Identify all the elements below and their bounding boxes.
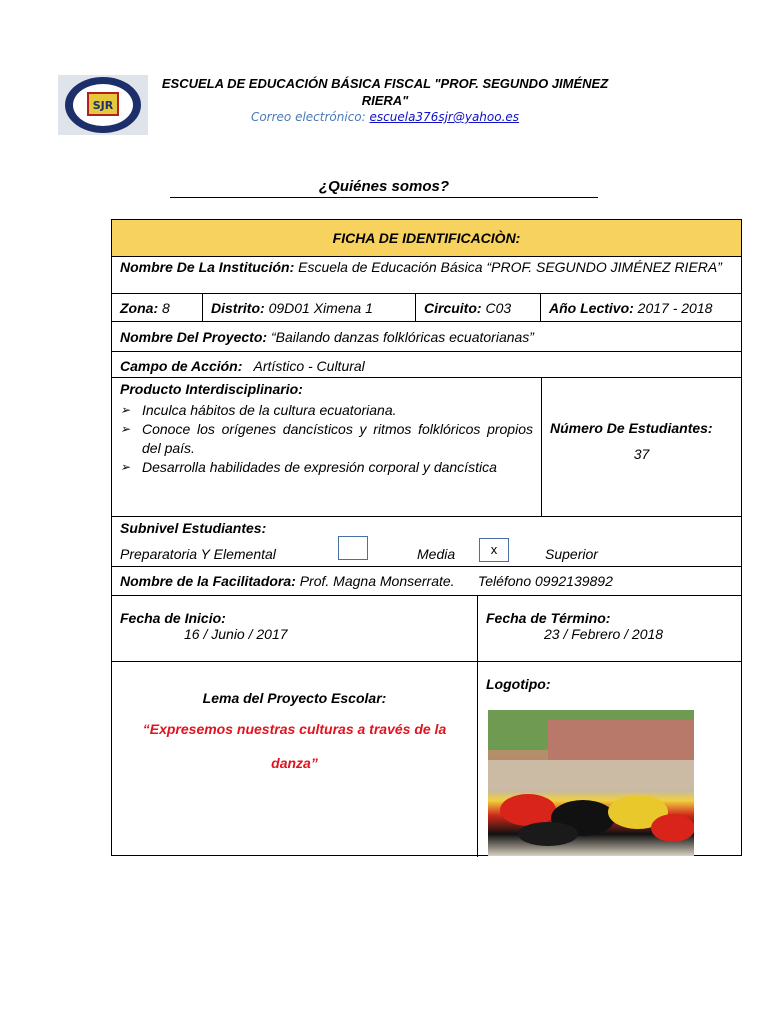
circuito-label: Circuito: bbox=[424, 300, 482, 316]
institucion-label: Nombre De La Institución: bbox=[120, 259, 295, 275]
row-zona bbox=[112, 294, 741, 322]
list-item: ➢ Desarrolla habilidades de expresión corporal y dancística bbox=[120, 459, 497, 475]
list-item: ➢ Inculca hábitos de la cultura ecuatoriana. bbox=[120, 402, 397, 418]
estudiantes-value: 37 bbox=[633, 446, 650, 462]
inicio-label: Fecha de Inicio: bbox=[120, 610, 226, 626]
media-checkbox[interactable]: x bbox=[479, 538, 509, 562]
facilitadora-value: Prof. Magna Monserrate. bbox=[299, 573, 455, 589]
anio-value: 2017 - 2018 bbox=[637, 300, 713, 316]
row-campo bbox=[112, 352, 741, 378]
producto-label: Producto Interdisciplinario: bbox=[120, 381, 303, 397]
termino-value: 23 / Febrero / 2018 bbox=[544, 626, 664, 642]
list-item: ➢ Conoce los orígenes dancísticos y ritmos folklóricos propios del país. bbox=[120, 421, 533, 456]
subnivel-option-media: Media bbox=[417, 546, 456, 562]
anio-label: Año Lectivo: bbox=[549, 300, 634, 316]
subnivel-option-superior: Superior bbox=[545, 546, 598, 562]
proyecto-value: “Bailando danzas folklóricas ecuatorianas” bbox=[270, 329, 534, 345]
arrow-bullet-icon: ➢ bbox=[120, 460, 131, 474]
estudiantes-label: Número De Estudiantes: bbox=[550, 420, 713, 436]
subnivel-label: Subnivel Estudiantes: bbox=[120, 520, 267, 536]
inicio-value: 16 / Junio / 2017 bbox=[184, 626, 288, 642]
preparatoria-checkbox[interactable] bbox=[338, 536, 368, 560]
campo-label: Campo de Acción: bbox=[120, 358, 243, 374]
row-subnivel bbox=[112, 517, 741, 567]
email-line bbox=[160, 110, 610, 124]
svg-text:SJR: SJR bbox=[92, 99, 114, 112]
arrow-bullet-icon: ➢ bbox=[120, 422, 131, 436]
subnivel-option-preparatoria: Preparatoria Y Elemental bbox=[120, 546, 276, 562]
telefono: Teléfono 0992139892 bbox=[477, 573, 613, 589]
institucion-value: Escuela de Educación Básica “PROF. SEGUNDO JIMÉNEZ RIERA” bbox=[298, 259, 722, 275]
dance-photo bbox=[488, 710, 694, 856]
email-link[interactable]: escuela376sjr@yahoo.es bbox=[369, 110, 520, 124]
zona-label: Zona: bbox=[120, 300, 159, 316]
identification-table bbox=[111, 219, 742, 856]
row-facilitadora bbox=[112, 567, 741, 596]
row-institucion bbox=[112, 257, 741, 294]
circuito-value: C03 bbox=[485, 300, 512, 316]
school-logo bbox=[58, 75, 148, 135]
arrow-bullet-icon: ➢ bbox=[120, 403, 131, 417]
row-proyecto bbox=[112, 322, 741, 352]
zona-value: 8 bbox=[162, 300, 170, 316]
lema-value: “Expresemos nuestras culturas a través de la danza” bbox=[142, 721, 447, 771]
campo-value: Artístico - Cultural bbox=[253, 358, 365, 374]
distrito-label: Distrito: bbox=[211, 300, 265, 316]
distrito-value: 09D01 Ximena 1 bbox=[268, 300, 373, 316]
school-name: ESCUELA DE EDUCACIÓN BÁSICA FISCAL "PROF. SEGUNDO JIMÉNEZ RIERA" bbox=[161, 76, 609, 108]
page-title: ¿Quiénes somos? bbox=[170, 178, 598, 198]
facilitadora-label: Nombre de la Facilitadora: bbox=[120, 573, 296, 589]
email-label: Correo electrónico: bbox=[250, 110, 366, 124]
termino-label: Fecha de Término: bbox=[486, 610, 611, 626]
lema-label: Lema del Proyecto Escolar: bbox=[202, 690, 387, 706]
table-heading: FICHA DE IDENTIFICACIÒN: bbox=[112, 220, 741, 257]
logotipo-label: Logotipo: bbox=[486, 676, 551, 692]
row-fechas bbox=[112, 596, 741, 662]
row-producto bbox=[112, 378, 741, 517]
proyecto-label: Nombre Del Proyecto: bbox=[120, 329, 268, 345]
producto-list bbox=[120, 401, 533, 477]
